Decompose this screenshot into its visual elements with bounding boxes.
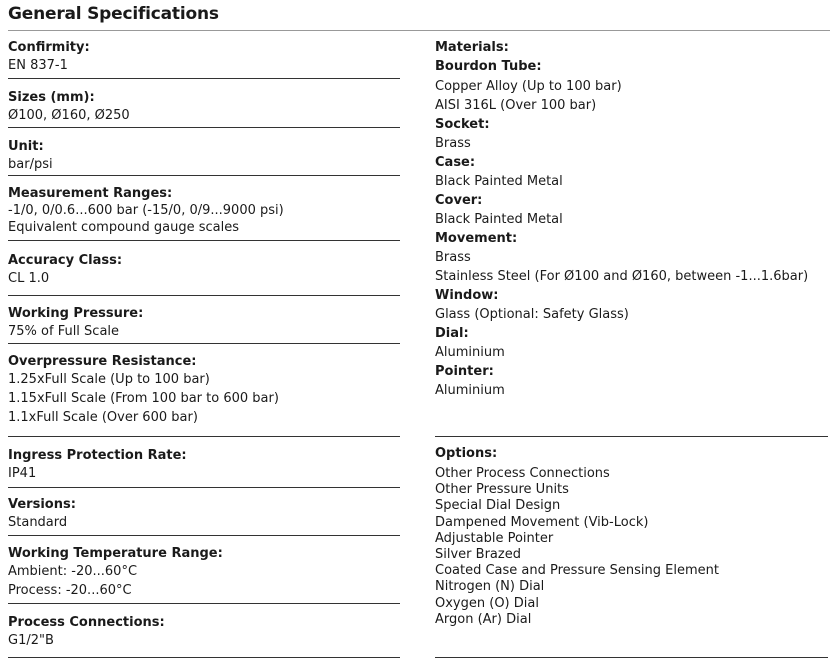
- material-label: Case:: [435, 155, 476, 170]
- option-item: Dampened Movement (Vib-Lock): [435, 514, 649, 530]
- spec-block-process-connections: [8, 615, 400, 658]
- spec-block-overpressure-resistance: [8, 354, 400, 437]
- material-value: Glass (Optional: Safety Glass): [435, 307, 629, 322]
- spec-value: IP41: [8, 466, 37, 481]
- material-value: Black Painted Metal: [435, 174, 563, 189]
- material-label: Movement:: [435, 231, 518, 246]
- spec-block-ingress-protection: [8, 448, 400, 488]
- options-heading: Options:: [435, 446, 498, 461]
- materials-section: [435, 0, 828, 440]
- spec-block-temperature-range: [8, 546, 400, 604]
- material-label: Pointer:: [435, 364, 494, 379]
- spec-value: 75% of Full Scale: [8, 324, 120, 339]
- material-value: Aluminium: [435, 345, 505, 360]
- spec-label: Unit:: [8, 139, 44, 154]
- spec-label: Overpressure Resistance:: [8, 354, 197, 369]
- spec-block-confirmity: [8, 40, 400, 79]
- spec-value: Ø100, Ø160, Ø250: [8, 108, 130, 123]
- spec-value: Equivalent compound gauge scales: [8, 220, 239, 235]
- spec-value: -1/0, 0/0.6...600 bar (-15/0, 0/9...9000 psi): [8, 203, 284, 218]
- spec-block-unit: [8, 139, 400, 176]
- material-label: Cover:: [435, 193, 483, 208]
- spec-value: Process: -20...60°C: [8, 583, 132, 598]
- spec-value: G1/2"B: [8, 633, 54, 648]
- options-section: [435, 446, 828, 658]
- option-item: Other Pressure Units: [435, 482, 569, 498]
- spec-label: Working Temperature Range:: [8, 546, 223, 561]
- material-value: Aluminium: [435, 383, 505, 398]
- material-value: Copper Alloy (Up to 100 bar): [435, 79, 622, 94]
- material-label: Dial:: [435, 326, 469, 341]
- spec-label: Measurement Ranges:: [8, 186, 173, 201]
- material-value: AISI 316L (Over 100 bar): [435, 98, 597, 113]
- left-spec-column: [8, 0, 400, 669]
- spec-label: Confirmity:: [8, 40, 90, 55]
- material-label: Window:: [435, 288, 499, 303]
- spec-value: Ambient: -20...60°C: [8, 564, 138, 579]
- material-value: Brass: [435, 250, 471, 265]
- option-item: Nitrogen (N) Dial: [435, 579, 545, 595]
- options-divider: [435, 657, 828, 658]
- material-label: Socket:: [435, 117, 490, 132]
- material-value: Black Painted Metal: [435, 212, 563, 227]
- option-item: Oxygen (O) Dial: [435, 595, 539, 611]
- page-title: General Specifications: [8, 4, 219, 24]
- material-value: Brass: [435, 136, 471, 151]
- option-item: Silver Brazed: [435, 547, 521, 563]
- spec-block-sizes: [8, 90, 400, 128]
- spec-label: Sizes (mm):: [8, 90, 95, 105]
- spec-value: bar/psi: [8, 157, 53, 172]
- option-item: Argon (Ar) Dial: [435, 611, 532, 627]
- spec-value: 1.25xFull Scale (Up to 100 bar): [8, 372, 210, 387]
- spec-value: 1.15xFull Scale (From 100 bar to 600 bar): [8, 391, 279, 406]
- materials-divider: [435, 436, 828, 437]
- spec-block-accuracy-class: [8, 253, 400, 296]
- spec-value: CL 1.0: [8, 271, 50, 286]
- option-item: Other Process Connections: [435, 466, 610, 481]
- spec-value: Standard: [8, 515, 68, 530]
- spec-value: 1.1xFull Scale (Over 600 bar): [8, 410, 198, 425]
- material-value: Stainless Steel (For Ø100 and Ø160, between -1...1.6bar): [435, 269, 809, 284]
- material-label: Bourdon Tube:: [435, 59, 542, 74]
- option-item: Special Dial Design: [435, 498, 561, 514]
- spec-block-working-pressure: [8, 306, 400, 344]
- spec-block-versions: [8, 497, 400, 536]
- materials-heading: Materials:: [435, 40, 509, 55]
- spec-label: Versions:: [8, 497, 76, 512]
- spec-label: Process Connections:: [8, 615, 165, 630]
- spec-block-measurement-ranges: [8, 186, 400, 241]
- spec-label: Working Pressure:: [8, 306, 144, 321]
- spec-label: Ingress Protection Rate:: [8, 448, 187, 463]
- spec-value: EN 837-1: [8, 58, 68, 73]
- option-item: Coated Case and Pressure Sensing Element: [435, 563, 719, 579]
- spec-label: Accuracy Class:: [8, 253, 123, 268]
- option-item: Adjustable Pointer: [435, 530, 554, 546]
